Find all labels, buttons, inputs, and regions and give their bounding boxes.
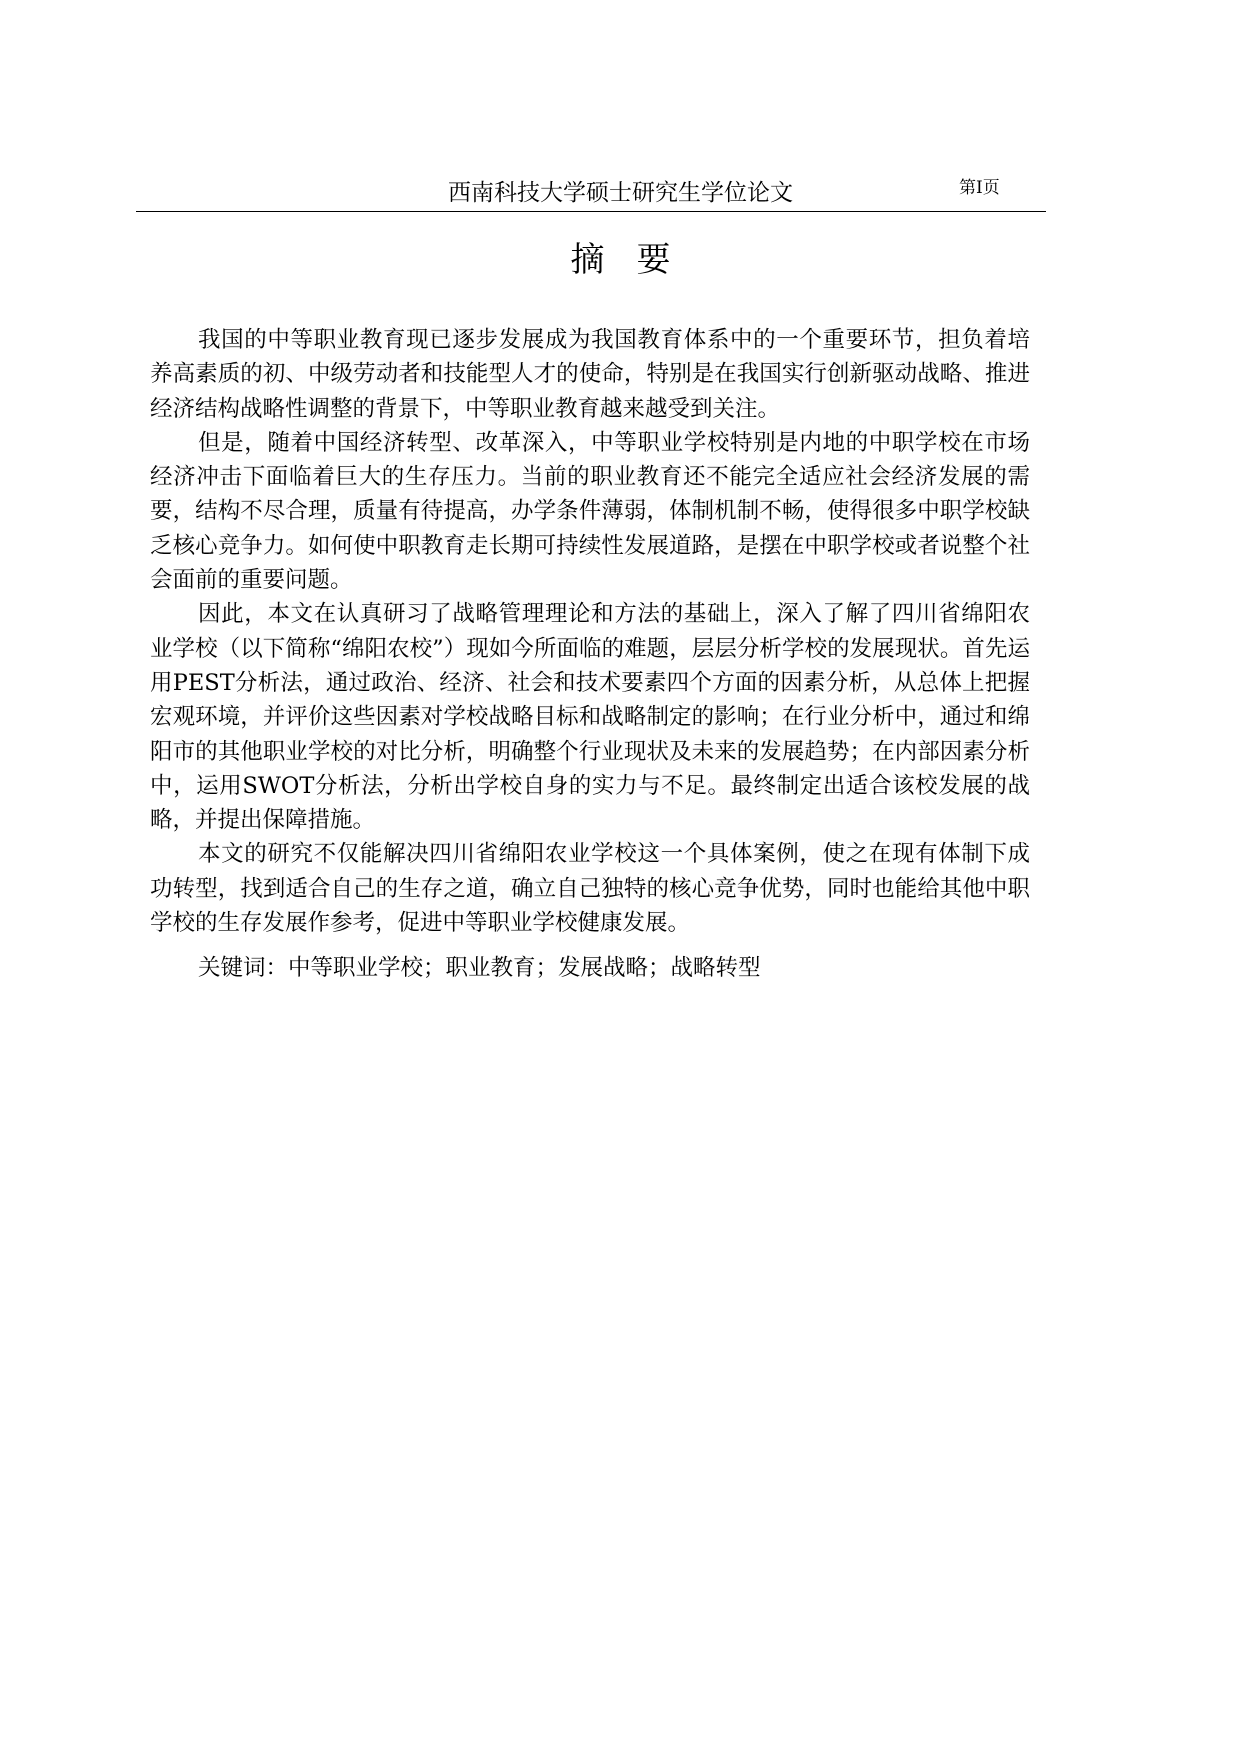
header-divider [136,211,1046,212]
page-number-label: 第Ⅰ页 [959,178,1000,198]
abstract-body [150,323,1030,940]
abstract-heading: 摘要 [570,240,703,280]
thesis-header-title: 西南科技大学硕士研究生学位论文 [448,180,793,206]
keywords-text: 中等职业学校；职业教育；发展战略；战略转型 [288,955,761,981]
keywords-line [198,951,761,985]
abstract-paragraph-1: 我国的中等职业教育现已逐步发展成为我国教育体系中的一个重要环节，担负着培养高素质的初、中级劳动者和技能型人才的使命，特别是在我国实行创新驱动战略、推进经济结构战略性调整的背景下，中等职业教育越来越受到关注。 [150,327,1030,422]
abstract-paragraph-3: 因此，本文在认真研习了战略管理理论和方法的基础上，深入了解了四川省绵阳农业学校（以下简称“绵阳农校”）现如今所面临的难题，层层分析学校的发展现状。首先运用PEST分析法，通过政治、经济、社会和技术要素四个方面的因素分析，从总体上把握宏观环境，并评价这些因素对学校战略目标和战略制定的影响；在行业分析中，通过和绵阳市的其他职业学校的对比分析，明确整个行业现状及未来的发展趋势；在内部因素分析中，运用SWOT分析法，分析出学校自身的实力与不足。最终制定出适合该校发展的战略，并提出保障措施。 [150,601,1030,834]
keywords-label: 关键词： [198,955,289,981]
abstract-paragraph-4: 本文的研究不仅能解决四川省绵阳农业学校这一个具体案例，使之在现有体制下成功转型，找到适合自己的生存之道，确立自己独特的核心竞争优势，同时也能给其他中职学校的生存发展作参考，促进中等职业学校健康发展。 [150,841,1030,937]
abstract-paragraph-2: 但是，随着中国经济转型、改革深入，中等职业学校特别是内地的中职学校在市场经济冲击下面临着巨大的生存压力。当前的职业教育还不能完全适应社会经济发展的需要，结构不尽合理，质量有待提高，办学条件薄弱，体制机制不畅，使得很多中职学校缺乏核心竞争力。如何使中职教育走长期可持续性发展道路，是摆在中职学校或者说整个社会面前的重要问题。 [150,429,1030,594]
